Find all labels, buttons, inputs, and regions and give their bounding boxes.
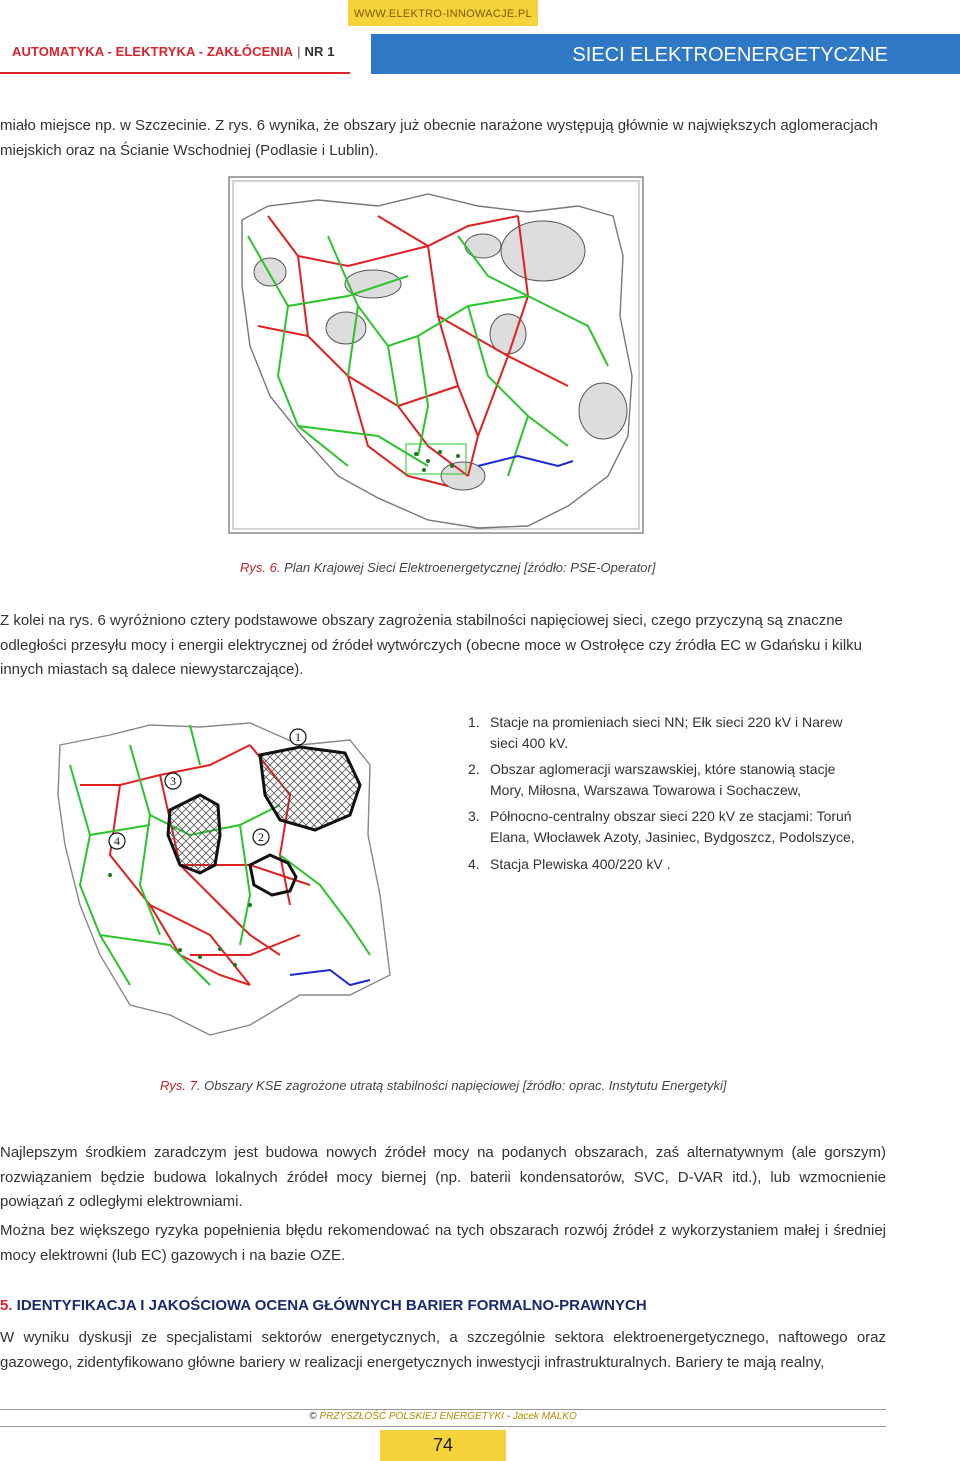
paragraph-remedy: Najlepszym środkiem zaradczym jest budowa nowych źródeł mocy na podanych obszarach, zaś alternatywnym (ale gorszym) rozwiązaniem będzie budowa lokalnych źródeł mocy biernej (np. baterii kondensatorów, SVC, D-VAR itd.), lub wzmocnienie powiązań z odległymi elektrowniami.	[0, 1144, 886, 1210]
list-item: 2. Obszar aglomeracji warszawskiej, które stanowią stacje Mory, Miłosna, Warszawa Towarowa i Sochaczew,	[468, 761, 836, 798]
zone-1-label: 1	[295, 730, 301, 744]
site-url[interactable]: WWW.ELEKTRO-INNOWACJE.PL	[348, 0, 538, 26]
zone-3	[168, 795, 220, 873]
issue-number: NR 1	[304, 44, 335, 59]
magazine-title	[12, 44, 335, 59]
line-dc	[290, 970, 370, 985]
figure6-label: Rys. 6.	[240, 560, 281, 575]
list-item: 1. Stacje na promieniach sieci NN; Ełk sieci 220 kV i Narew sieci 400 kV.	[468, 714, 843, 751]
figure7-caption	[160, 1078, 727, 1093]
footer-rule-bottom	[0, 1426, 886, 1427]
copyright-symbol: ©	[309, 1411, 317, 1422]
footer-credit	[0, 1411, 886, 1422]
magazine-name: AUTOMATYKA - ELEKTRYKA - ZAKŁÓCENIA	[12, 44, 294, 59]
zone-3-label: 3	[170, 774, 176, 788]
grid-plan-map	[228, 176, 648, 536]
section-number: 5.	[0, 1297, 13, 1314]
paragraph-recommendation: Można bez większego ryzyka popełnienia błędu rekomendować na tych obszarach rozwój źródeł z wykorzystaniem małej i średniej mocy elektrowni (lub EC) gazowych i na bazie OZE.	[0, 1222, 886, 1264]
footer-rule-top	[0, 1409, 886, 1410]
figure-endangered-areas	[50, 705, 398, 1055]
figure-grid-plan	[228, 176, 648, 536]
section-heading	[0, 1297, 647, 1314]
list-item: 4. Stacja Plewiska 400/220 kV .	[468, 856, 671, 872]
figure6-caption	[240, 560, 655, 575]
zone-1	[260, 747, 360, 830]
title-separator: |	[297, 44, 301, 59]
footer-dash: -	[503, 1411, 513, 1422]
figure7-caption-text: Obszary KSE zagrożone utratą stabilności napięciowej [źródło: oprac. Instytutu Energetyki]	[200, 1078, 727, 1093]
footer-title: PRZYSZŁOŚĆ POLSKIEJ ENERGETYKI	[319, 1411, 504, 1422]
list-item: 3. Północno-centralny obszar sieci 220 kV ze stacjami: Toruń Elana, Włocławek Azoty, Jasiniec, Bydgoszcz, Podolszyce,	[468, 808, 855, 845]
endangered-areas-map	[50, 705, 398, 1055]
figure6-caption-text: Plan Krajowej Sieci Elektroenergetycznej [źródło: PSE-Operator]	[280, 560, 656, 575]
section-heading-text: IDENTYFIKACJA I JAKOŚCIOWA OCENA GŁÓWNYCH BARIER FORMALNO-PRAWNYCH	[12, 1297, 647, 1314]
header-rule	[0, 72, 350, 74]
zone-2-label: 2	[258, 830, 264, 844]
paragraph-intro: miało miejsce np. w Szczecinie. Z rys. 6 wynika, że obszary już obecnie narażone występują głównie w największych aglomeracjach miejskich oraz na Ścianie Wschodniej (Podlasie i Lublin).	[0, 117, 878, 159]
endangered-areas-list	[468, 712, 856, 880]
zone-4-label: 4	[114, 834, 120, 848]
paragraph-areas: Z kolei na rys. 6 wyróżniono cztery podstawowe obszary zagrożenia stabilności napięciowej sieci, czego przyczyną są znaczne odległości przesyłu mocy i energii elektrycznej od źródeł wytwórczych (obecne moce w Ostrołęce czy źródła EC w Gdańsku i kilku innych miastach są dalece niewystarczające).	[0, 612, 863, 678]
figure7-label: Rys. 7.	[160, 1078, 201, 1093]
endangered-zones	[168, 747, 360, 895]
section-title: SIECI ELEKTROENERGETYCZNE	[371, 34, 960, 74]
page-number: 74	[380, 1430, 506, 1461]
footer-author: Jacek MALKO	[512, 1411, 577, 1422]
paragraph-barriers: W wyniku dyskusji ze specjalistami sektorów energetycznych, a szczególnie sektora elektroenergetycznego, naftowego oraz gazowego, zidentyfikowano główne bariery w realizacji energetycznych inwestycji infrastrukturalnych. Bariery te mają realny,	[0, 1329, 886, 1371]
